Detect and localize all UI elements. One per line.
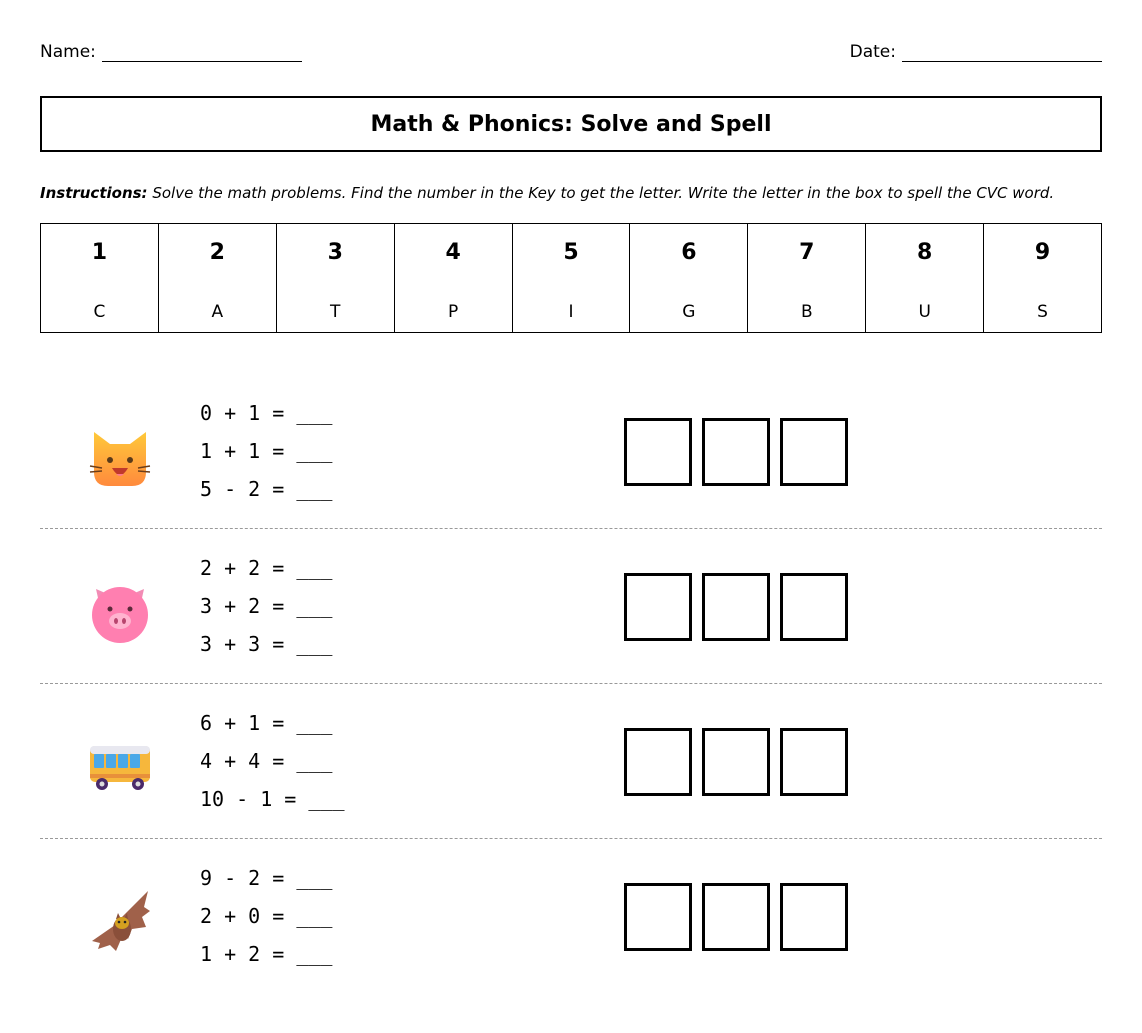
equation: 10 - 1 = ___ <box>200 787 345 811</box>
date-field <box>850 42 1102 62</box>
equation: 3 + 3 = ___ <box>200 632 333 656</box>
key-cell <box>866 224 984 332</box>
letter-box[interactable] <box>624 883 692 951</box>
key-number: 6 <box>681 240 697 265</box>
problem-row-bus <box>40 684 1102 839</box>
key-number: 8 <box>917 240 933 265</box>
equation: 1 + 2 = ___ <box>200 942 333 966</box>
cat-face-icon <box>88 426 152 490</box>
key-letter: P <box>447 302 459 322</box>
letter-box[interactable] <box>780 883 848 951</box>
instructions-text: Solve the math problems. Find the number in the Key to get the letter. Write the letter in the box to spell the CVC word. <box>147 184 1055 202</box>
key-number: 9 <box>1034 240 1051 265</box>
equation: 2 + 2 = ___ <box>200 556 333 580</box>
name-field <box>40 42 302 62</box>
date-line[interactable] <box>902 43 1102 62</box>
instructions-label: Instructions: <box>40 184 148 202</box>
equation: 6 + 1 = ___ <box>200 711 333 735</box>
equation: 0 + 1 = ___ <box>200 401 333 425</box>
problem-row-pig <box>40 529 1102 684</box>
key-letter: S <box>1037 302 1048 322</box>
letter-box[interactable] <box>702 573 770 641</box>
key-cell <box>748 224 866 332</box>
problem-row-bat <box>40 839 1102 994</box>
letter-box[interactable] <box>702 418 770 486</box>
equation: 1 + 1 = ___ <box>200 439 333 463</box>
key-cell <box>277 224 395 332</box>
equation: 9 - 2 = ___ <box>200 866 333 890</box>
letter-box[interactable] <box>624 418 692 486</box>
letter-box[interactable] <box>702 728 770 796</box>
key-letter: G <box>682 302 696 322</box>
key-number: 2 <box>209 240 225 265</box>
header-row <box>40 42 1102 66</box>
worksheet-title-box <box>40 96 1102 152</box>
key-cell <box>630 224 748 332</box>
key-letter: A <box>211 302 224 322</box>
date-label: Date: <box>849 42 896 62</box>
letter-box[interactable] <box>780 418 848 486</box>
letter-box[interactable] <box>702 883 770 951</box>
key-letter: T <box>330 302 341 322</box>
worksheet-title: Math & Phonics: Solve and Spell <box>370 111 772 137</box>
bus-icon <box>88 736 152 800</box>
letter-box[interactable] <box>624 728 692 796</box>
answer-boxes <box>624 573 858 641</box>
key-number: 5 <box>563 240 579 265</box>
key-cell <box>395 224 513 332</box>
key-number: 4 <box>445 240 461 265</box>
equation: 3 + 2 = ___ <box>200 594 333 618</box>
key-cell <box>513 224 631 332</box>
bat-icon <box>88 889 152 953</box>
letter-box[interactable] <box>780 728 848 796</box>
problem-row-cat <box>40 374 1102 529</box>
instructions <box>40 184 1102 202</box>
key-number: 1 <box>91 240 108 265</box>
letter-box[interactable] <box>624 573 692 641</box>
equation: 2 + 0 = ___ <box>200 904 333 928</box>
pig-face-icon <box>88 581 152 645</box>
key-cell <box>159 224 277 332</box>
answer-boxes <box>624 418 858 486</box>
key-cell <box>984 224 1101 332</box>
answer-boxes <box>624 728 858 796</box>
name-line[interactable] <box>102 43 302 62</box>
key-number: 3 <box>327 240 343 265</box>
key-cell <box>41 224 159 332</box>
key-letter: B <box>800 302 813 322</box>
key-letter: C <box>93 302 106 322</box>
name-label: Name: <box>40 42 96 62</box>
letter-box[interactable] <box>780 573 848 641</box>
letter-key-table <box>40 223 1102 333</box>
key-letter: U <box>918 302 931 322</box>
key-letter: I <box>568 302 574 322</box>
answer-boxes <box>624 883 858 951</box>
key-number: 7 <box>799 240 815 265</box>
equation: 4 + 4 = ___ <box>200 749 333 773</box>
equation: 5 - 2 = ___ <box>200 477 333 501</box>
